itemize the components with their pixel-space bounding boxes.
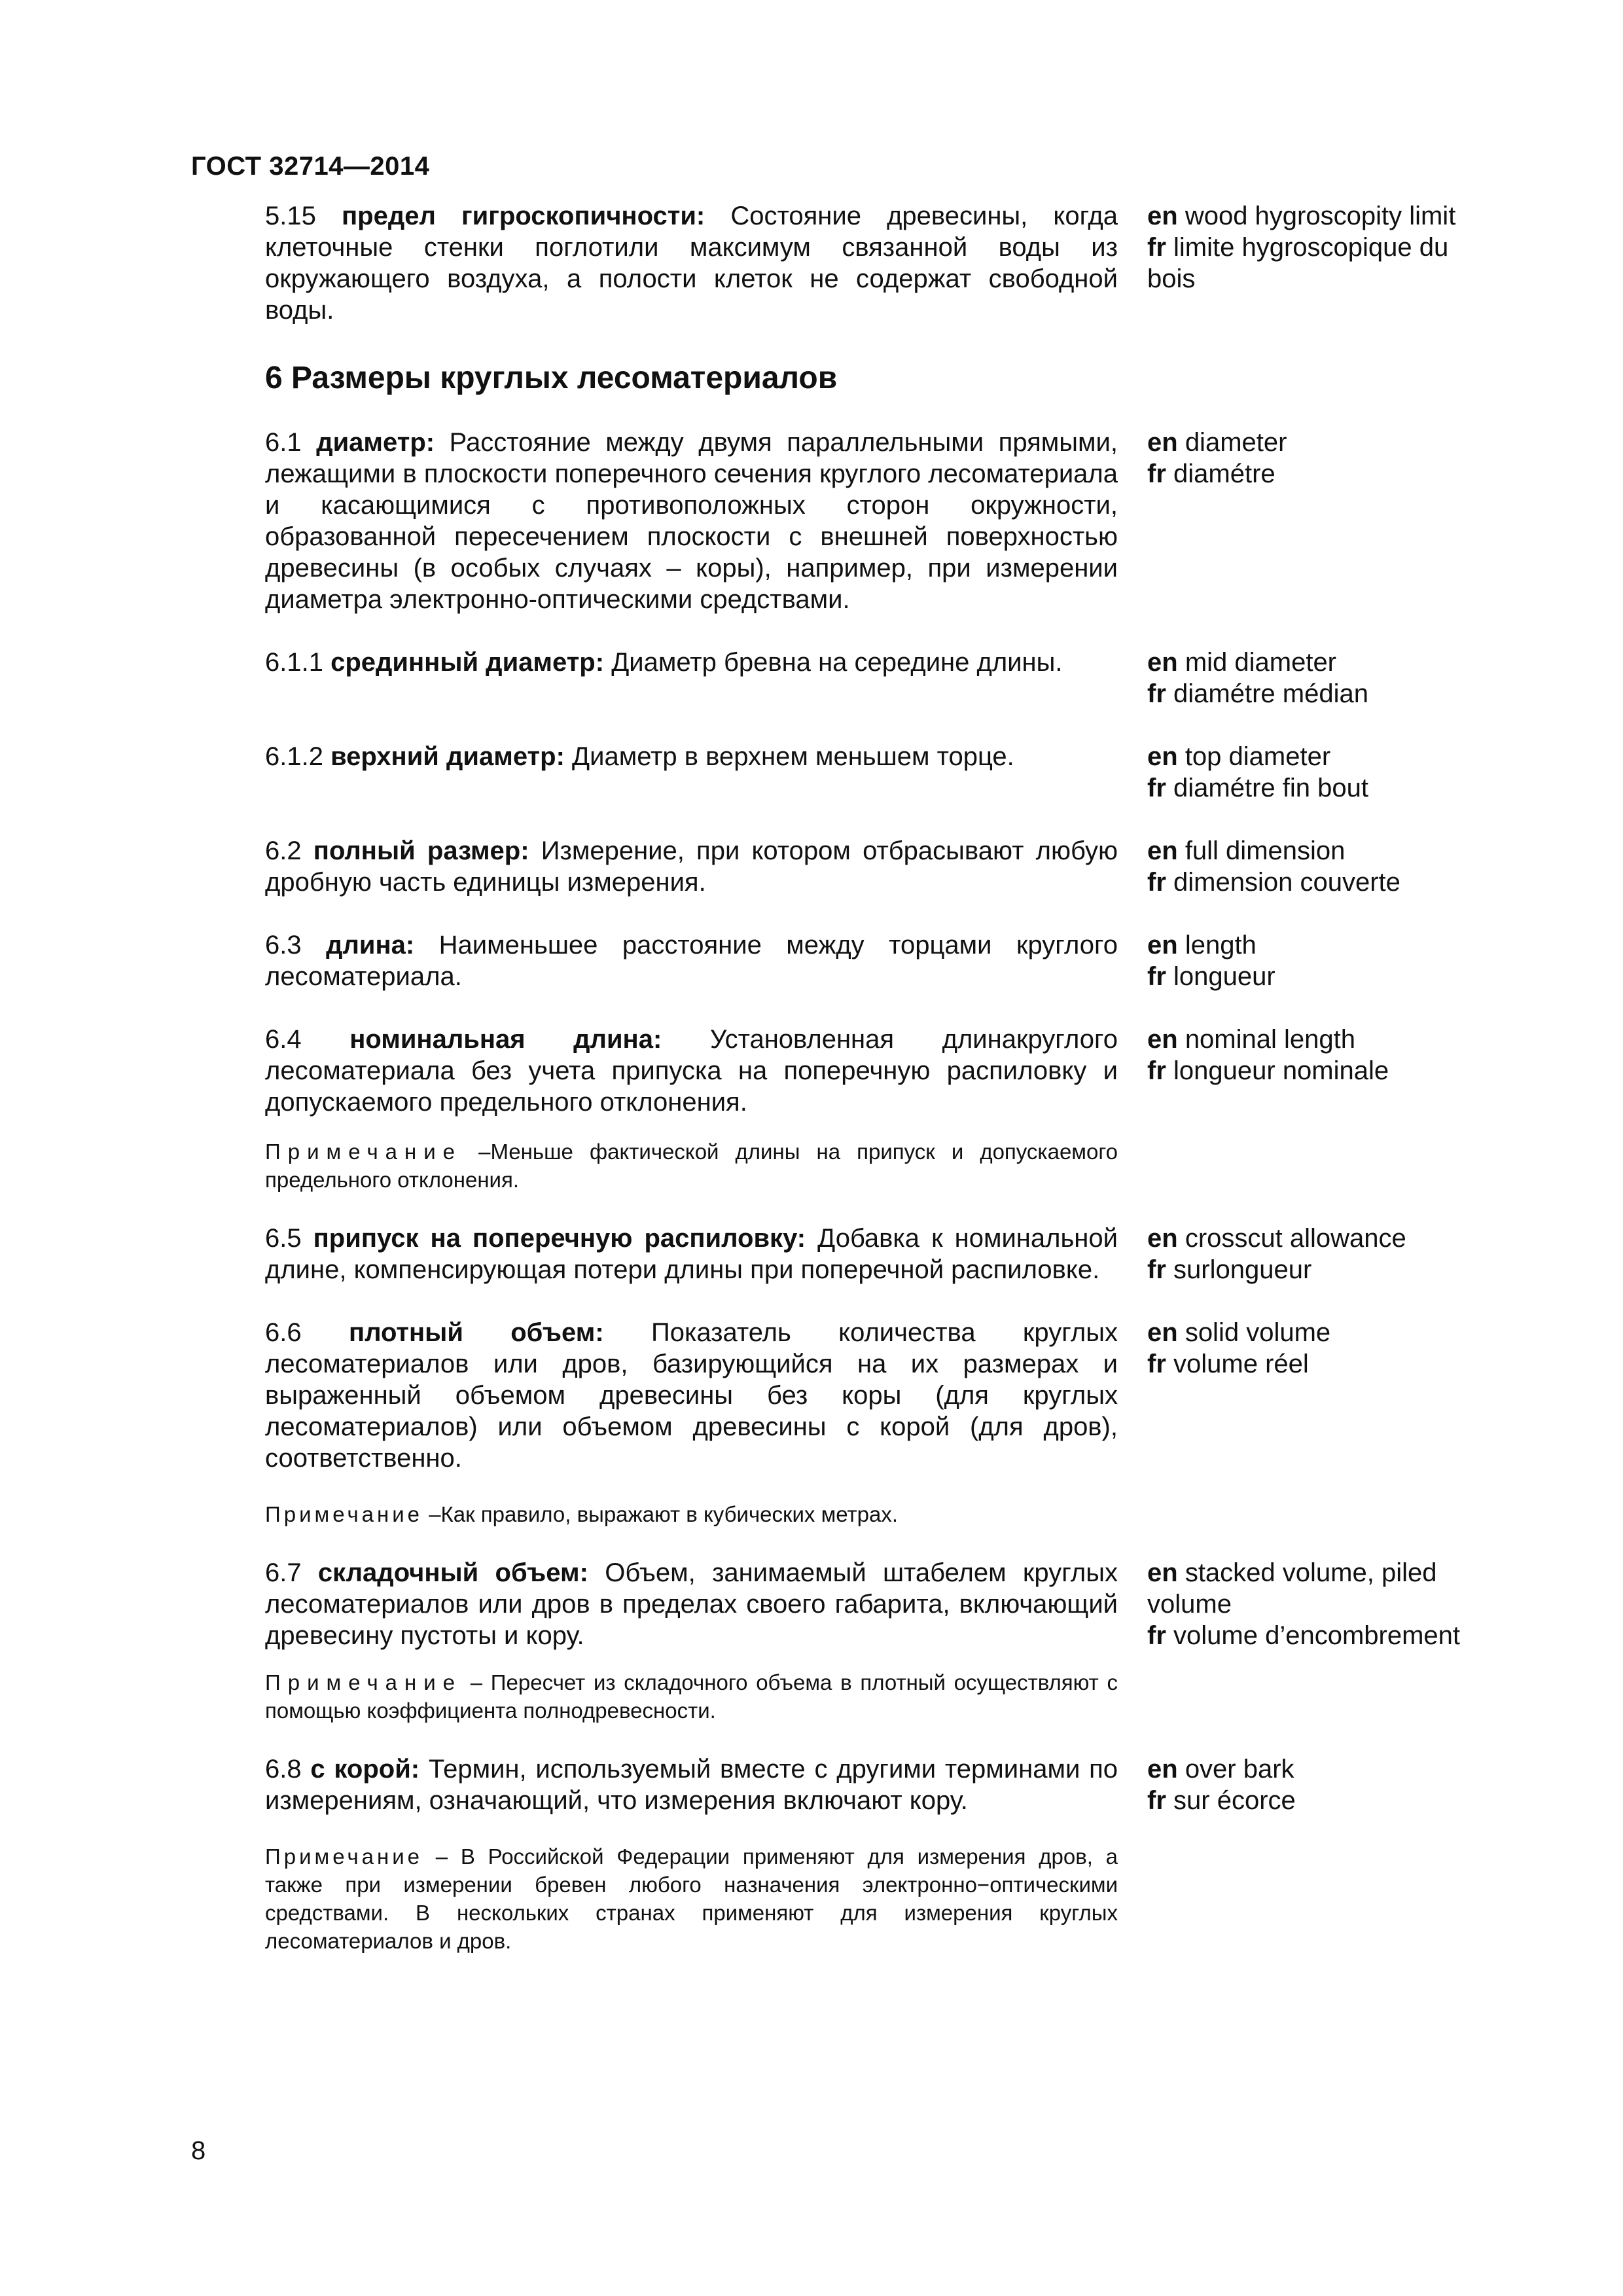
translation-text: nominal length bbox=[1185, 1025, 1355, 1054]
lang-code: fr bbox=[1147, 1621, 1166, 1650]
term-translations bbox=[1147, 1557, 1501, 1651]
note-text: –Меньше фактической длины на припуск и допускаемого предельного отклонения. bbox=[265, 1139, 1118, 1192]
note-label: Примечание bbox=[265, 1670, 463, 1695]
term-number: 6.1.1 bbox=[265, 648, 323, 677]
lang-code: en bbox=[1147, 1755, 1178, 1784]
term-definition-block bbox=[265, 929, 1118, 992]
term-translations bbox=[1147, 200, 1501, 295]
term-definition-block bbox=[265, 1024, 1118, 1118]
term-translations bbox=[1147, 741, 1501, 804]
term-definition-block bbox=[265, 1317, 1118, 1474]
term-translations bbox=[1147, 647, 1501, 709]
page-number: 8 bbox=[191, 2136, 206, 2165]
lang-code: en bbox=[1147, 202, 1178, 230]
term-definition-block bbox=[265, 1557, 1118, 1651]
translation-text: crosscut allowance bbox=[1185, 1224, 1406, 1253]
document-content bbox=[265, 200, 1564, 1955]
translation-text: surlongueur bbox=[1173, 1255, 1312, 1284]
term-entry-6-1-1 bbox=[265, 647, 1564, 709]
translation-fr bbox=[1147, 867, 1501, 898]
term-number: 5.15 bbox=[265, 202, 316, 230]
term-definition: Измерение, при котором отбрасывают любую дробную часть единицы измерения. bbox=[265, 836, 1118, 897]
term-translations bbox=[1147, 427, 1501, 490]
lang-code: en bbox=[1147, 1224, 1178, 1253]
term-definition-block bbox=[265, 647, 1118, 678]
lang-code: fr bbox=[1147, 1056, 1166, 1085]
lang-code: en bbox=[1147, 1318, 1178, 1347]
term-note bbox=[265, 1500, 1118, 1528]
translation-fr bbox=[1147, 678, 1501, 709]
translation-en bbox=[1147, 1024, 1501, 1055]
lang-code: en bbox=[1147, 931, 1178, 960]
note-text: – В Российской Федерации применяют для измерения дров, а также при измерении бревен любого назначения электронно−оптическими средствами. В нескольких странах применяют для измерения круглых лесоматериалов и дров. bbox=[265, 1844, 1118, 1953]
term-number: 6.7 bbox=[265, 1558, 302, 1587]
translation-text: longueur bbox=[1173, 962, 1275, 991]
term-definition: Объем, занимаемый штабелем круглых лесоматериалов или дров в пределах своего габарита, включающий древесину пустоты и кору. bbox=[265, 1558, 1118, 1650]
translation-text: diamétre médian bbox=[1173, 679, 1368, 708]
translation-text: longueur nominale bbox=[1173, 1056, 1389, 1085]
translation-text: diamétre fin bout bbox=[1173, 774, 1368, 802]
translation-en bbox=[1147, 929, 1501, 961]
translation-en bbox=[1147, 647, 1501, 678]
translation-text: length bbox=[1185, 931, 1257, 960]
term-entry-6-1 bbox=[265, 427, 1564, 615]
translation-fr bbox=[1147, 458, 1501, 490]
translation-en bbox=[1147, 1753, 1501, 1785]
term-name: припуск на поперечную распиловку: bbox=[313, 1224, 806, 1253]
term-definition-block bbox=[265, 1753, 1118, 1816]
lang-code: en bbox=[1147, 1558, 1178, 1587]
term-translations bbox=[1147, 1317, 1501, 1380]
term-translations bbox=[1147, 1024, 1501, 1086]
translation-text: dimension couverte bbox=[1173, 868, 1400, 897]
note-label: Примечание bbox=[265, 1502, 423, 1526]
term-definition: Добавка к номинальной длине, компенсирующая потери длины при поперечной распиловке. bbox=[265, 1224, 1118, 1284]
translation-en bbox=[1147, 741, 1501, 772]
lang-code: fr bbox=[1147, 233, 1166, 262]
translation-en bbox=[1147, 1317, 1501, 1348]
term-entry-6-8 bbox=[265, 1753, 1564, 1816]
note-text: –Как правило, выражают в кубических метрах. bbox=[429, 1502, 899, 1526]
document-header-id: ГОСТ 32714—2014 bbox=[191, 152, 430, 181]
term-name: предел гигроскопичности: bbox=[342, 202, 705, 230]
translation-fr bbox=[1147, 961, 1501, 992]
term-entry-6-6 bbox=[265, 1317, 1564, 1474]
translation-fr bbox=[1147, 772, 1501, 804]
term-number: 6.5 bbox=[265, 1224, 302, 1253]
translation-fr bbox=[1147, 1254, 1501, 1285]
term-definition: Термин, используемый вместе с другими терминами по измерениям, означающий, что измерения включают кору. bbox=[265, 1755, 1118, 1815]
term-number: 6.4 bbox=[265, 1025, 302, 1054]
term-name: номинальная длина: bbox=[349, 1025, 662, 1054]
term-name: с корой: bbox=[310, 1755, 420, 1784]
term-definition-block bbox=[265, 427, 1118, 615]
note-label: Примечание bbox=[265, 1139, 463, 1164]
term-translations bbox=[1147, 1223, 1501, 1285]
translation-text: full dimension bbox=[1185, 836, 1346, 865]
term-number: 6.6 bbox=[265, 1318, 302, 1347]
section-heading: 6 Размеры круглых лесоматериалов bbox=[265, 361, 838, 395]
term-note bbox=[265, 1668, 1118, 1725]
term-entry-6-3 bbox=[265, 929, 1564, 992]
term-definition: Наименьшее расстояние между торцами круглого лесоматериала. bbox=[265, 931, 1118, 991]
term-note bbox=[265, 1138, 1118, 1194]
lang-code: en bbox=[1147, 648, 1178, 677]
term-definition: Диаметр в верхнем меньшем торце. bbox=[572, 742, 1014, 771]
translation-en bbox=[1147, 835, 1501, 867]
translation-fr bbox=[1147, 1785, 1501, 1816]
lang-code: fr bbox=[1147, 1786, 1166, 1815]
lang-code: en bbox=[1147, 742, 1178, 771]
translation-text: stacked volume, piled volume bbox=[1147, 1558, 1437, 1619]
lang-code: fr bbox=[1147, 962, 1166, 991]
translation-en bbox=[1147, 200, 1501, 232]
term-translations bbox=[1147, 835, 1501, 898]
term-definition: Установленная длинакруглого лесоматериала без учета припуска на поперечную распиловку и допускаемого предельного отклонения. bbox=[265, 1025, 1118, 1117]
lang-code: fr bbox=[1147, 459, 1166, 488]
note-text: – Пересчет из складочного объема в плотный осуществляют с помощью коэффициента полнодревесности. bbox=[265, 1670, 1118, 1723]
term-number: 6.2 bbox=[265, 836, 302, 865]
term-name: длина: bbox=[326, 931, 415, 960]
translation-fr bbox=[1147, 232, 1501, 295]
term-name: складочный объем: bbox=[317, 1558, 588, 1587]
translation-text: limite hygroscopique du bois bbox=[1147, 233, 1449, 293]
term-definition-block bbox=[265, 835, 1118, 898]
term-number: 6.8 bbox=[265, 1755, 302, 1784]
term-name: полный размер: bbox=[313, 836, 529, 865]
translation-fr bbox=[1147, 1055, 1501, 1086]
translation-text: volume réel bbox=[1173, 1350, 1309, 1378]
term-definition: Расстояние между двумя параллельными прямыми, лежащими в плоскости поперечного сечения круглого лесоматериала и касающимися с противоположных сторон окружности, образованной пересечением плоскости с внешней поверхностью древесины (в особых случаях – коры), например, при измерении диаметра электронно-оптическими средствами. bbox=[265, 428, 1118, 614]
term-entry-6-2 bbox=[265, 835, 1564, 898]
lang-code: en bbox=[1147, 1025, 1178, 1054]
translation-text: over bark bbox=[1185, 1755, 1294, 1784]
term-definition: Диаметр бревна на середине длины. bbox=[611, 648, 1063, 677]
term-definition: Состояние древесины, когда клеточные стенки поглотили максимум связанной воды из окружающего воздуха, а полости клеток не содержат свободной воды. bbox=[265, 202, 1118, 325]
term-name: диаметр: bbox=[316, 428, 435, 457]
term-number: 6.1 bbox=[265, 428, 302, 457]
translation-text: solid volume bbox=[1185, 1318, 1331, 1347]
term-name: верхний диаметр: bbox=[330, 742, 565, 771]
term-definition-block bbox=[265, 1223, 1118, 1285]
translation-en bbox=[1147, 427, 1501, 458]
term-note bbox=[265, 1842, 1118, 1955]
translation-fr bbox=[1147, 1348, 1501, 1380]
term-definition-block bbox=[265, 741, 1118, 772]
term-entry-6-1-2 bbox=[265, 741, 1564, 804]
translation-text: diameter bbox=[1185, 428, 1287, 457]
translation-text: top diameter bbox=[1185, 742, 1331, 771]
lang-code: en bbox=[1147, 836, 1178, 865]
lang-code: fr bbox=[1147, 1255, 1166, 1284]
term-definition: Показатель количества круглых лесоматериалов или дров, базирующийся на их размерах и выраженный объемом древесины без коры (для круглых лесоматериалов) или объемом древесины с корой (для дров), соответственно. bbox=[265, 1318, 1118, 1473]
term-entry-5-15 bbox=[265, 200, 1564, 326]
term-entry-6-5 bbox=[265, 1223, 1564, 1285]
term-entry-6-4 bbox=[265, 1024, 1564, 1118]
lang-code: fr bbox=[1147, 679, 1166, 708]
translation-en bbox=[1147, 1557, 1501, 1620]
term-name: плотный объем: bbox=[348, 1318, 604, 1347]
term-number: 6.3 bbox=[265, 931, 302, 960]
translation-text: volume d’encombrement bbox=[1173, 1621, 1461, 1650]
term-name: срединный диаметр: bbox=[330, 648, 605, 677]
translation-text: sur écorce bbox=[1173, 1786, 1296, 1815]
term-definition-block bbox=[265, 200, 1118, 326]
translation-text: wood hygroscopity limit bbox=[1185, 202, 1456, 230]
term-translations bbox=[1147, 929, 1501, 992]
translation-text: diamétre bbox=[1173, 459, 1275, 488]
lang-code: fr bbox=[1147, 868, 1166, 897]
translation-fr bbox=[1147, 1620, 1501, 1651]
translation-en bbox=[1147, 1223, 1501, 1254]
lang-code: fr bbox=[1147, 774, 1166, 802]
term-number: 6.1.2 bbox=[265, 742, 323, 771]
note-label: Примечание bbox=[265, 1844, 423, 1869]
term-entry-6-7 bbox=[265, 1557, 1564, 1651]
lang-code: fr bbox=[1147, 1350, 1166, 1378]
translation-text: mid diameter bbox=[1185, 648, 1337, 677]
term-translations bbox=[1147, 1753, 1501, 1816]
lang-code: en bbox=[1147, 428, 1178, 457]
